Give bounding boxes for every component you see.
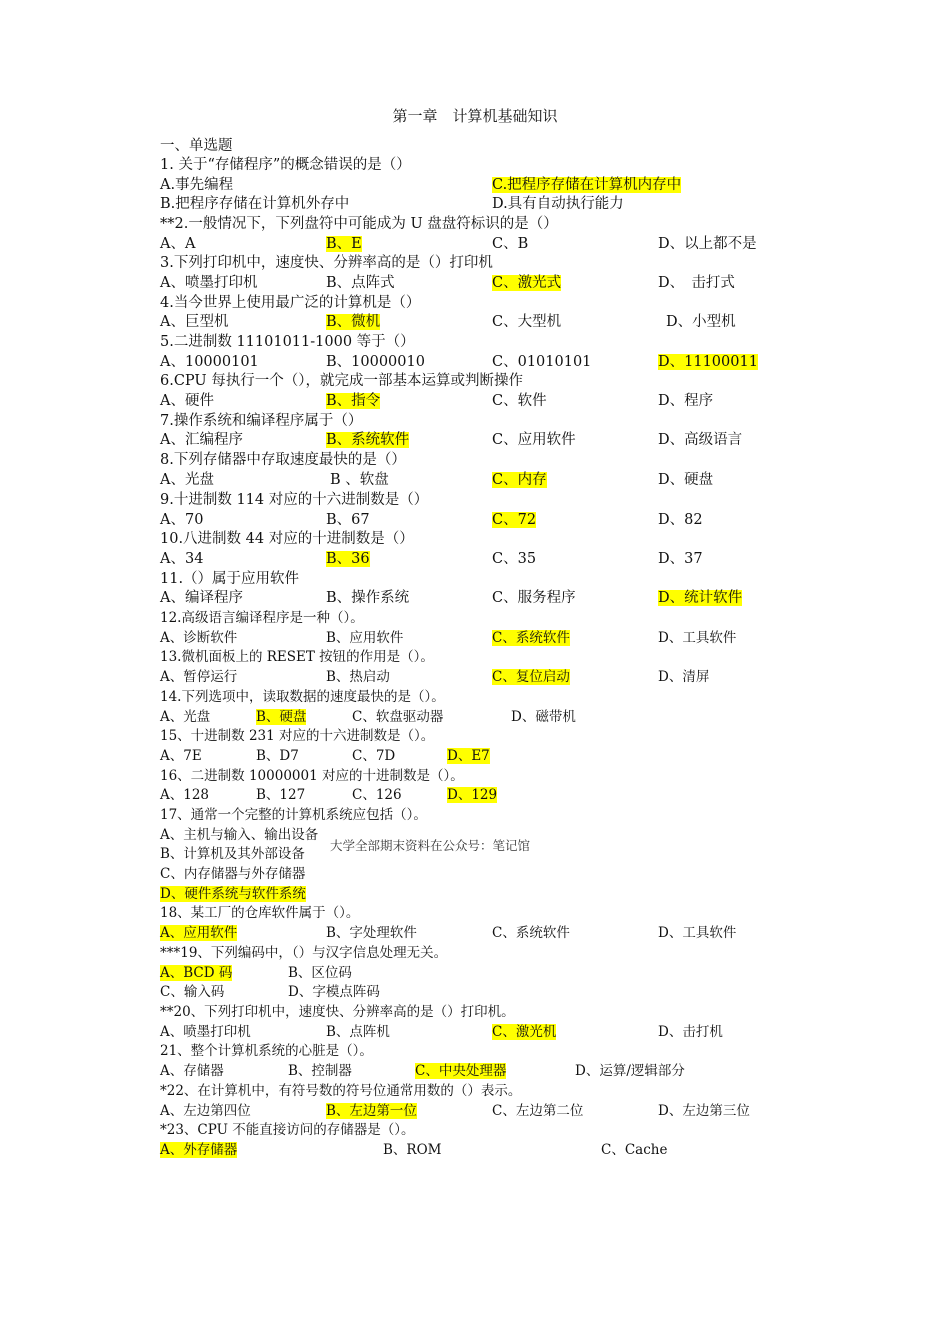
question-text-line: B、点阵式 [326, 275, 395, 291]
question-text-line: D、清屏 [658, 669, 710, 685]
question-text-line: B、热启动 [326, 669, 390, 685]
question-text-line: C、35 [492, 551, 537, 567]
question-text-line: B、67 [326, 512, 370, 528]
question-text-line: **20、下列打印机中，速度快、分辨率高的是（）打印机。 [160, 1004, 515, 1020]
question-text-line: C、B [492, 236, 529, 252]
question-text-line: A、诊断软件 [160, 630, 238, 646]
question-text-line: A、暂停运行 [160, 669, 238, 685]
question-text-line: D、 击打式 [658, 275, 735, 291]
watermark-text: 大学全部期末资料在公众号：笔记馆 [330, 838, 531, 853]
answer-option-highlighted: A、外存储器 [160, 1142, 238, 1158]
answer-option-highlighted: D、11100011 [658, 354, 758, 370]
answer-option-highlighted: B、硬盘 [256, 709, 307, 725]
question-text-line: B、10000010 [326, 354, 425, 370]
question-text-line: C、Cache [601, 1142, 668, 1158]
question-text-line: D、以上都不是 [658, 236, 757, 252]
answer-option-highlighted: C、中央处理器 [415, 1063, 507, 1079]
answer-option-highlighted: D、统计软件 [658, 590, 743, 606]
question-text-line: C、服务程序 [492, 590, 576, 606]
question-text-line: B.把程序存储在计算机外存中 [160, 196, 350, 212]
question-text-line: B、点阵机 [326, 1024, 390, 1040]
question-text-line: 11.（）属于应用软件 [160, 571, 300, 587]
question-text-line: C、输入码 [160, 984, 225, 1000]
question-text-line: D、工具软件 [658, 925, 737, 941]
answer-option-highlighted: A、BCD 码 [160, 965, 233, 981]
answer-option-highlighted: C、激光机 [492, 1024, 557, 1040]
answer-option-highlighted: B、指令 [326, 393, 381, 409]
question-text-line: A、A [160, 236, 196, 252]
question-text-line: A、10000101 [160, 354, 259, 370]
question-text-line: 7.操作系统和编译程序属于（） [160, 413, 363, 429]
answer-option-highlighted: C、激光式 [492, 275, 562, 291]
answer-option-highlighted: D、E7 [447, 748, 490, 764]
question-text-line: 一、单选题 [160, 138, 233, 154]
answer-option-highlighted: A、应用软件 [160, 925, 238, 941]
answer-option-highlighted: B、微机 [326, 314, 381, 330]
question-text-line: A、汇编程序 [160, 432, 243, 448]
question-text-line: B、127 [256, 787, 306, 803]
answer-option-highlighted: B、系统软件 [326, 432, 410, 448]
question-text-line: D、字模点阵码 [288, 984, 380, 1000]
question-text-line: 1. 关于“存储程序”的概念错误的是（） [160, 157, 411, 173]
question-text-line: B、ROM [383, 1142, 442, 1158]
question-text-line: 13.微机面板上的 RESET 按钮的作用是（）。 [160, 649, 434, 665]
question-text-line: 5.二进制数 11101011-1000 等于（） [160, 334, 415, 350]
question-text-line: B、操作系统 [326, 590, 410, 606]
question-text-line: C、应用软件 [492, 432, 576, 448]
question-text-line: 9.十进制数 114 对应的十六进制数是（） [160, 492, 429, 508]
question-text-line: A、光盘 [160, 472, 214, 488]
question-text-line: A、巨型机 [160, 314, 229, 330]
question-text-line: C、7D [352, 748, 396, 764]
question-text-line: D、程序 [658, 393, 714, 409]
question-text-line: 12.高级语言编译程序是一种（）。 [160, 610, 364, 626]
question-text-line: D、小型机 [666, 314, 736, 330]
question-text-line: 8.下列存储器中存取速度最快的是（） [160, 452, 406, 468]
answer-option-highlighted: C、复位启动 [492, 669, 570, 685]
question-text-line: A、7E [160, 748, 202, 764]
question-text-line: 21、整个计算机系统的心脏是（）。 [160, 1043, 373, 1059]
question-text-line: A、主机与输入、输出设备 [160, 827, 319, 843]
question-text-line: *22、在计算机中，有符号数的符号位通常用数的（）表示。 [160, 1083, 522, 1099]
question-text-line: A.事先编程 [160, 177, 234, 193]
question-text-line: C、左边第二位 [492, 1103, 584, 1119]
question-text-line: **2.一般情况下，下列盘符中可能成为 U 盘盘符标识的是（） [160, 216, 558, 232]
question-text-line: C、126 [352, 787, 402, 803]
question-text-line: 6.CPU 每执行一个（），就完成一部基本运算或判断操作 [160, 373, 524, 389]
question-text-line: D、37 [658, 551, 703, 567]
question-text-line: D、磁带机 [511, 709, 576, 725]
question-text-line: A、左边第四位 [160, 1103, 251, 1119]
answer-option-highlighted: C.把程序存储在计算机内存中 [492, 177, 682, 193]
question-text-line: D、击打机 [658, 1024, 723, 1040]
question-text-line: A、存储器 [160, 1063, 224, 1079]
question-text-line: 14.下列选项中，读取数据的速度最快的是（）。 [160, 689, 445, 705]
question-text-line: B、控制器 [288, 1063, 352, 1079]
question-text-line: B、应用软件 [326, 630, 404, 646]
question-text-line: 18、某工厂的仓库软件属于（）。 [160, 905, 360, 921]
question-text-line: 4.当今世界上使用最广泛的计算机是（） [160, 295, 421, 311]
question-text-line: D、左边第三位 [658, 1103, 750, 1119]
question-text-line: B、D7 [256, 748, 299, 764]
question-text-line: B、计算机及其外部设备 [160, 846, 305, 862]
question-text-line: ***19、下列编码中，（）与汉字信息处理无关。 [160, 945, 448, 961]
question-text-line: C、系统软件 [492, 925, 570, 941]
question-text-line: A、喷墨打印机 [160, 1024, 251, 1040]
question-text-line: A、70 [160, 512, 204, 528]
answer-option-highlighted: C、系统软件 [492, 630, 570, 646]
question-text-line: C、软件 [492, 393, 547, 409]
answer-option-highlighted: B、36 [326, 551, 370, 567]
question-text-line: 10.八进制数 44 对应的十进制数是（） [160, 531, 414, 547]
answer-option-highlighted: B、E [326, 236, 362, 252]
question-text-line: C、内存储器与外存储器 [160, 866, 306, 882]
question-text-line: D.具有自动执行能力 [492, 196, 624, 212]
question-text-line: 17、通常一个完整的计算机系统应包括（）。 [160, 807, 427, 823]
question-text-line: 3.下列打印机中，速度快、分辨率高的是（）打印机 [160, 255, 493, 271]
question-text-line: A、喷墨打印机 [160, 275, 258, 291]
answer-option-highlighted: D、129 [447, 787, 498, 803]
question-text-line: A、硬件 [160, 393, 214, 409]
question-text-line: A、34 [160, 551, 204, 567]
answer-option-highlighted: D、硬件系统与软件系统 [160, 886, 306, 902]
answer-option-highlighted: B、左边第一位 [326, 1103, 417, 1119]
chapter-title: 第一章 计算机基础知识 [392, 107, 558, 125]
question-text-line: B 、软盘 [330, 472, 389, 488]
question-text-line: C、大型机 [492, 314, 562, 330]
question-text-line: *23、CPU 不能直接访问的存储器是（）。 [160, 1122, 415, 1138]
question-text-line: D、运算/逻辑部分 [575, 1063, 685, 1079]
question-text-line: 16、二进制数 10000001 对应的十进制数是（）。 [160, 768, 464, 784]
question-text-line: A、光盘 [160, 709, 211, 725]
question-text-line: D、高级语言 [658, 432, 743, 448]
question-text-line: B、区位码 [288, 965, 352, 981]
question-text-line: 15、十进制数 231 对应的十六进制数是（）。 [160, 728, 435, 744]
question-text-line: A、编译程序 [160, 590, 243, 606]
question-text-line: D、硬盘 [658, 472, 714, 488]
question-text-line: D、82 [658, 512, 703, 528]
question-text-line: A、128 [160, 787, 210, 803]
answer-option-highlighted: C、72 [492, 512, 537, 528]
answer-option-highlighted: C、内存 [492, 472, 547, 488]
question-text-line: D、工具软件 [658, 630, 737, 646]
question-text-line: C、软盘驱动器 [352, 709, 444, 725]
question-text-line: C、01010101 [492, 354, 592, 370]
question-text-line: B、字处理软件 [326, 925, 417, 941]
